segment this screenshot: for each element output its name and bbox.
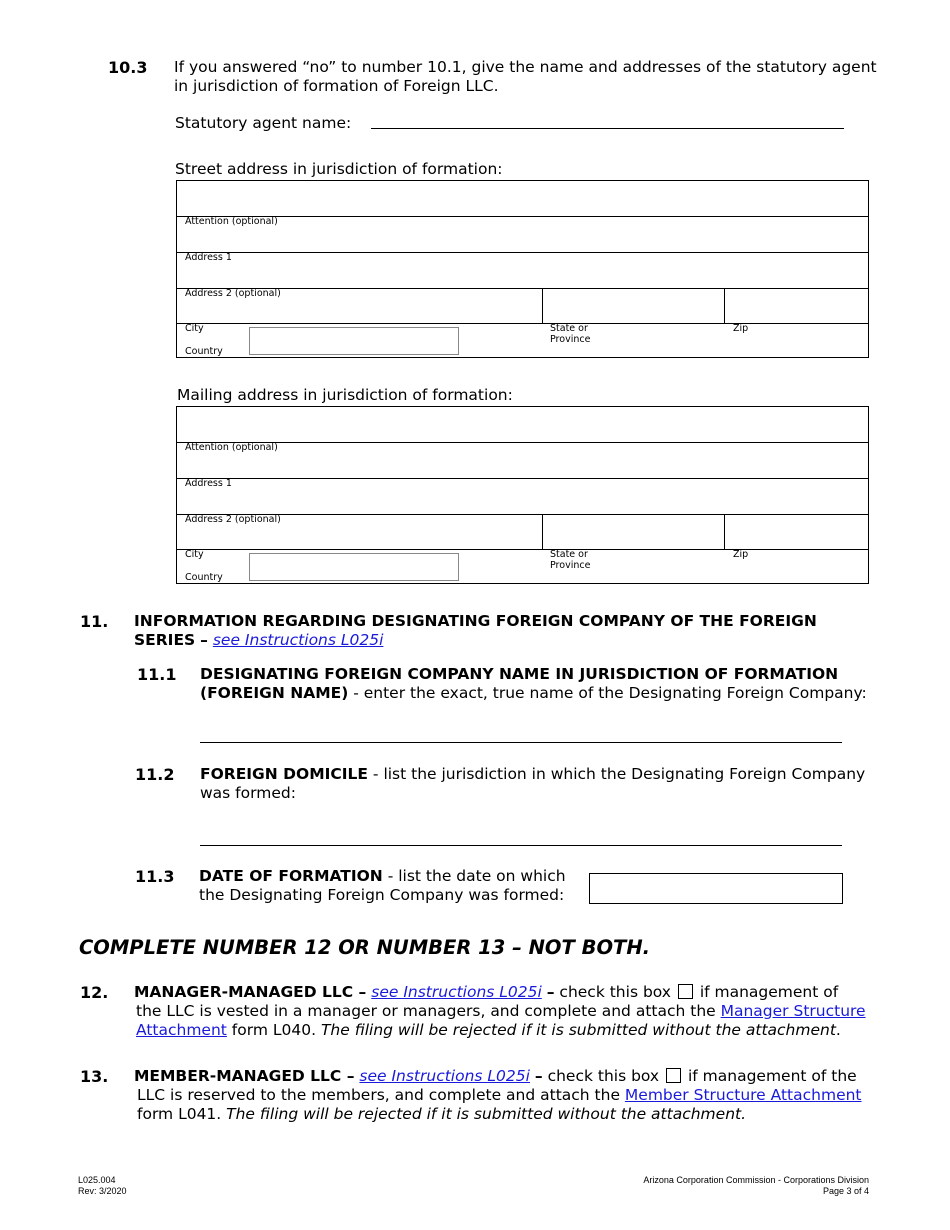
state-label-line1: State or <box>550 549 588 560</box>
section-11-title-line2 <box>134 631 383 650</box>
section-number-13: 13. <box>80 1067 109 1086</box>
country-label: Country <box>185 346 223 357</box>
section-12-line2 <box>136 1002 866 1021</box>
revision-date: Rev: 3/2020 <box>78 1186 127 1196</box>
instructions-link[interactable]: see Instructions L025i <box>371 983 542 1001</box>
divider <box>177 478 868 479</box>
section-11-1-title-line1: DESIGNATING FOREIGN COMPANY NAME IN JURISDICTION OF FORMATION <box>200 665 839 683</box>
attention-label: Attention (optional) <box>185 216 278 227</box>
dash: – <box>546 983 555 1001</box>
statutory-agent-name-label: Statutory agent name: <box>175 114 352 132</box>
section-11-2-text-line1 <box>200 765 865 784</box>
section-number-11-3: 11.3 <box>135 867 175 886</box>
zip-label: Zip <box>733 323 749 334</box>
dash: – <box>534 1067 543 1085</box>
page-number: Page 3 of 4 <box>822 1186 869 1196</box>
manager-structure-attachment-link[interactable]: Attachment <box>136 1021 227 1039</box>
foreign-domicile-field[interactable] <box>200 845 842 846</box>
address2-label: Address 2 (optional) <box>185 514 281 525</box>
section-13-line1 <box>134 1067 857 1086</box>
divider <box>177 252 868 253</box>
zip-label: Zip <box>733 549 749 560</box>
section-11-3-text: - list the date on which <box>382 867 566 885</box>
management-text: if management of the <box>683 1067 857 1085</box>
manager-structure-link[interactable]: Manager Structure <box>720 1002 866 1020</box>
section-12-text: the LLC is vested in a manager or managers, and complete and attach the <box>136 1002 721 1020</box>
member-managed-title: MEMBER-MANAGED LLC – <box>134 1067 355 1085</box>
manager-managed-checkbox[interactable] <box>678 984 693 999</box>
state-label-line2: Province <box>550 334 591 345</box>
mailing-address-box <box>176 406 869 584</box>
form-id: L025.004 <box>78 1175 116 1185</box>
address1-label: Address 1 <box>185 478 232 489</box>
street-address-heading: Street address in jurisdiction of formation: <box>175 160 503 178</box>
check-box-text: check this box <box>542 1067 665 1085</box>
attention-label: Attention (optional) <box>185 442 278 453</box>
rejection-warning: The filing will be rejected if it is submitted without the attachment <box>320 1021 836 1039</box>
section-13-line3 <box>137 1105 746 1124</box>
divider <box>724 288 725 323</box>
state-label-line1: State or <box>550 323 588 334</box>
member-managed-checkbox[interactable] <box>666 1068 681 1083</box>
member-structure-attachment-link[interactable]: Member Structure Attachment <box>624 1086 862 1104</box>
form-l041-text: form L041. <box>137 1105 227 1123</box>
section-11-1-text-line2 <box>200 684 867 703</box>
state-label-line2: Province <box>550 560 591 571</box>
section-11-title-line1: INFORMATION REGARDING DESIGNATING FOREIGN COMPANY OF THE FOREIGN <box>134 612 817 630</box>
section-number-12: 12. <box>80 983 109 1002</box>
street-address-box <box>176 180 869 358</box>
country-input[interactable] <box>249 327 459 355</box>
form-l040-text: form L040. <box>226 1021 321 1039</box>
section-11-2-text: - list the jurisdiction in which the Designating Foreign Company <box>368 765 866 783</box>
section-10-3-text-line1: If you answered “no” to number 10.1, give the name and addresses of the statutory agent <box>174 58 877 76</box>
address1-label: Address 1 <box>185 252 232 263</box>
instructions-link[interactable]: see Instructions L025i <box>359 1067 530 1085</box>
country-input[interactable] <box>249 553 459 581</box>
divider <box>177 549 868 550</box>
section-number-10-3: 10.3 <box>108 58 148 77</box>
section-13-text: LLC is reserved to the members, and complete and attach the <box>137 1086 625 1104</box>
agency-name: Arizona Corporation Commission - Corporations Division <box>643 1175 869 1185</box>
foreign-domicile-label: FOREIGN DOMICILE <box>200 765 368 783</box>
rejection-warning: The filing will be rejected if it is submitted without the attachment. <box>226 1105 747 1123</box>
section-12-line3 <box>136 1021 841 1040</box>
section-11-series: SERIES <box>134 631 196 649</box>
section-11-3-text-line2: the Designating Foreign Company was formed: <box>199 886 565 904</box>
section-11-1-text: - enter the exact, true name of the Designating Foreign Company: <box>348 684 867 702</box>
divider <box>177 323 868 324</box>
manager-managed-title: MANAGER-MANAGED LLC – <box>134 983 367 1001</box>
date-of-formation-input[interactable] <box>589 873 843 904</box>
period: . <box>835 1021 841 1039</box>
divider <box>542 288 543 323</box>
section-number-11-2: 11.2 <box>135 765 175 784</box>
address2-label: Address 2 (optional) <box>185 288 281 299</box>
management-text: if management of <box>694 983 839 1001</box>
divider <box>177 442 868 443</box>
city-label: City <box>185 323 204 334</box>
statutory-agent-name-field[interactable] <box>371 128 844 129</box>
divider <box>724 514 725 549</box>
foreign-name-label: (FOREIGN NAME) <box>200 684 349 702</box>
section-number-11-1: 11.1 <box>137 665 177 684</box>
mailing-address-heading: Mailing address in jurisdiction of formation: <box>177 386 513 404</box>
check-box-text: check this box <box>554 983 676 1001</box>
divider <box>542 514 543 549</box>
section-12-line1 <box>134 983 838 1002</box>
date-of-formation-label: DATE OF FORMATION <box>199 867 383 885</box>
instructions-link[interactable]: see Instructions L025i <box>212 631 384 649</box>
divider <box>177 216 868 217</box>
section-number-11: 11. <box>80 612 109 631</box>
section-13-line2 <box>137 1086 862 1105</box>
section-11-2-text-line2: was formed: <box>200 784 296 802</box>
designating-company-name-field[interactable] <box>200 742 842 743</box>
complete-notice-heading: COMPLETE NUMBER 12 OR NUMBER 13 – NOT BOTH. <box>79 936 651 959</box>
city-label: City <box>185 549 204 560</box>
country-label: Country <box>185 572 223 583</box>
section-11-3-text-line1 <box>199 867 566 886</box>
section-10-3-text-line2: in jurisdiction of formation of Foreign LLC. <box>174 77 499 95</box>
dash: – <box>200 631 208 649</box>
